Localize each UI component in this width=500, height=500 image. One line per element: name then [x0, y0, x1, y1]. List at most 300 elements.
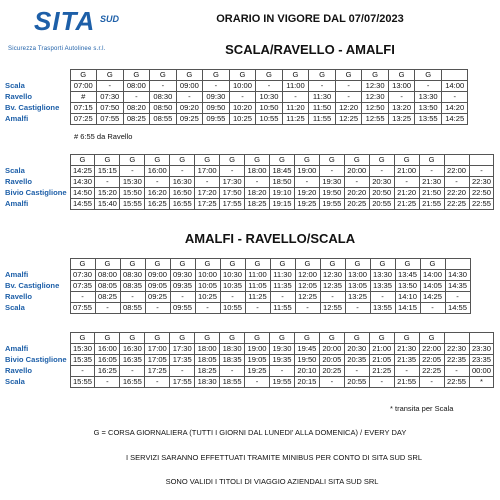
service-header-row: [4, 333, 494, 344]
departure-time: -: [335, 81, 362, 92]
departure-time: 20:20: [344, 188, 369, 199]
departure-time: 09:20: [176, 103, 203, 114]
departure-time: 20:10: [294, 366, 319, 377]
departure-time: -: [70, 366, 95, 377]
departure-time: 17:30: [170, 344, 195, 355]
departure-time: 21:55: [419, 199, 444, 210]
departure-time: 14:25: [420, 292, 445, 303]
departure-time: 18:25: [195, 366, 220, 377]
departure-time: -: [170, 166, 195, 177]
service-type-cell: G: [394, 155, 419, 166]
departure-time: 09:35: [170, 281, 195, 292]
departure-time: -: [444, 177, 469, 188]
departure-time: 08:25: [123, 114, 150, 125]
departure-time: -: [120, 366, 145, 377]
departure-time: 19:55: [270, 377, 295, 388]
departure-time: 21:55: [394, 377, 419, 388]
departure-time: 15:30: [70, 344, 95, 355]
departure-time: -: [388, 92, 415, 103]
stop-name: Amalfi: [4, 270, 70, 281]
departure-time: 19:10: [270, 188, 295, 199]
departure-time: -: [282, 92, 309, 103]
departure-time: 12:50: [362, 103, 389, 114]
service-type-cell: G: [362, 70, 389, 81]
departure-time: 11:50: [309, 103, 336, 114]
departure-time: 13:30: [370, 270, 395, 281]
departure-time: -: [319, 377, 344, 388]
service-type-cell: G: [170, 333, 195, 344]
departure-time: 13:25: [345, 292, 370, 303]
departure-time: -: [245, 303, 270, 314]
departure-time: 15:55: [120, 199, 145, 210]
departure-time: 20:55: [344, 377, 369, 388]
service-type-cell: G: [319, 333, 344, 344]
departure-time: 20:30: [369, 177, 394, 188]
service-type-cell: G: [123, 70, 150, 81]
departure-time: -: [270, 292, 295, 303]
departure-time: 12:00: [295, 270, 320, 281]
service-type-cell: G: [220, 259, 245, 270]
departure-time: 18:50: [270, 177, 295, 188]
departure-time: 10:00: [195, 270, 220, 281]
departure-time: -: [170, 292, 195, 303]
service-type-cell: G: [220, 155, 245, 166]
departure-time: *: [469, 377, 494, 388]
departure-time: -: [444, 366, 469, 377]
departure-time: 14:20: [441, 103, 468, 114]
service-type-cell: G: [395, 259, 420, 270]
departure-time: 10:05: [195, 281, 220, 292]
service-type-cell: G: [203, 70, 230, 81]
service-type-cell: [469, 155, 494, 166]
service-type-cell: G: [419, 333, 444, 344]
service-type-cell: G: [369, 333, 394, 344]
service-type-cell: G: [344, 155, 369, 166]
departure-time: 08:20: [123, 103, 150, 114]
timetable-row: [4, 344, 494, 355]
stop-name: Scala: [4, 81, 70, 92]
departure-time: 13:30: [415, 92, 442, 103]
departure-time: 08:00: [123, 81, 150, 92]
departure-time: -: [319, 166, 344, 177]
departure-time: 19:05: [245, 355, 270, 366]
departure-time: -: [256, 81, 283, 92]
departure-time: 19:35: [270, 355, 295, 366]
departure-time: 07:30: [70, 270, 95, 281]
departure-time: 12:05: [295, 281, 320, 292]
departure-time: 21:25: [369, 366, 394, 377]
departure-time: 11:00: [245, 270, 270, 281]
service-type-cell: G: [195, 155, 220, 166]
departure-time: 14:30: [445, 270, 470, 281]
departure-time: 13:35: [370, 281, 395, 292]
departure-time: 14:00: [441, 81, 468, 92]
departure-time: 20:05: [319, 355, 344, 366]
departure-time: 17:25: [195, 199, 220, 210]
departure-time: -: [320, 292, 345, 303]
departure-time: 16:00: [145, 166, 170, 177]
stop-name: Amalfi: [4, 344, 70, 355]
departure-time: 12:55: [362, 114, 389, 125]
stop-name: Bivio Castiglione: [4, 188, 70, 199]
departure-time: 17:55: [220, 199, 245, 210]
departure-time: 10:55: [256, 114, 283, 125]
service-type-cell: G: [70, 259, 95, 270]
service-type-cell: G: [245, 333, 270, 344]
timetable-row: [4, 355, 494, 366]
departure-time: -: [145, 177, 170, 188]
departure-time: -: [294, 177, 319, 188]
departure-time: 17:20: [195, 188, 220, 199]
departure-time: 09:25: [176, 114, 203, 125]
service-type-cell: [469, 333, 494, 344]
departure-time: -: [123, 92, 150, 103]
departure-time: 17:00: [195, 166, 220, 177]
service-type-cell: G: [344, 333, 369, 344]
departure-time: 07:50: [97, 103, 124, 114]
departure-time: -: [370, 292, 395, 303]
timetable-row: [4, 303, 470, 314]
departure-time: 16:25: [145, 199, 170, 210]
departure-time: 11:25: [282, 114, 309, 125]
departure-time: 19:25: [294, 199, 319, 210]
service-type-cell: G: [176, 70, 203, 81]
departure-time: 18:25: [245, 199, 270, 210]
departure-time: -: [394, 177, 419, 188]
departure-time: 18:20: [245, 188, 270, 199]
departure-time: -: [220, 366, 245, 377]
departure-time: -: [335, 92, 362, 103]
departure-time: 12:30: [320, 270, 345, 281]
departure-time: 14:00: [420, 270, 445, 281]
departure-time: 19:45: [294, 344, 319, 355]
departure-time: 17:25: [145, 366, 170, 377]
departure-time: 14:55: [70, 199, 95, 210]
departure-time: -: [145, 377, 170, 388]
departure-time: 10:30: [256, 92, 283, 103]
departure-time: 09:55: [170, 303, 195, 314]
departure-time: 20:00: [344, 166, 369, 177]
service-type-cell: G: [256, 70, 283, 81]
departure-time: 14:55: [445, 303, 470, 314]
departure-time: 08:25: [95, 292, 120, 303]
departure-time: 21:00: [369, 344, 394, 355]
departure-time: 19:00: [245, 344, 270, 355]
header-blank: [4, 155, 70, 166]
departure-time: 12:35: [320, 281, 345, 292]
departure-time: 20:50: [369, 188, 394, 199]
timetable-row: [4, 177, 494, 188]
stop-name: Scala: [4, 166, 70, 177]
departure-time: 14:30: [70, 177, 95, 188]
departure-time: 18:30: [220, 344, 245, 355]
departure-time: 10:25: [229, 114, 256, 125]
service-type-cell: G: [245, 155, 270, 166]
departure-time: 14:25: [441, 114, 468, 125]
departure-time: 13:45: [395, 270, 420, 281]
departure-time: 21:50: [419, 188, 444, 199]
departure-time: 19:55: [319, 199, 344, 210]
departure-time: 14:35: [445, 281, 470, 292]
stop-name: Ravello: [4, 292, 70, 303]
departure-time: -: [70, 292, 95, 303]
departure-time: 11:55: [309, 114, 336, 125]
service-type-cell: G: [394, 333, 419, 344]
stop-name: Bv. Castiglione: [4, 103, 70, 114]
departure-time: 23:35: [469, 355, 494, 366]
transit-note: * transita per Scala: [390, 404, 454, 413]
departure-time: #: [70, 92, 97, 103]
departure-time: 19:30: [319, 177, 344, 188]
departure-time: 09:50: [203, 103, 230, 114]
departure-time: 15:20: [95, 188, 120, 199]
departure-time: 09:05: [145, 281, 170, 292]
departure-time: 19:30: [270, 344, 295, 355]
timetable-afternoon-to-scala: [4, 332, 494, 388]
service-type-cell: G: [420, 259, 445, 270]
departure-time: 08:55: [120, 303, 145, 314]
service-type-cell: G: [270, 259, 295, 270]
service-type-cell: G: [120, 259, 145, 270]
departure-time: 20:25: [344, 199, 369, 210]
departure-time: 13:55: [415, 114, 442, 125]
service-header-row: [4, 259, 470, 270]
departure-time: 20:00: [319, 344, 344, 355]
departure-time: 19:50: [294, 355, 319, 366]
departure-time: 20:15: [294, 377, 319, 388]
service-type-cell: G: [145, 259, 170, 270]
departure-time: 13:00: [345, 270, 370, 281]
departure-time: 17:30: [220, 177, 245, 188]
departure-time: 12:55: [320, 303, 345, 314]
departure-time: 10:55: [220, 303, 245, 314]
header-blank: [4, 70, 70, 81]
departure-time: -: [419, 377, 444, 388]
service-type-cell: G: [295, 259, 320, 270]
departure-time: 10:25: [195, 292, 220, 303]
departure-time: -: [95, 377, 120, 388]
legend-line: G = CORSA GIORNALIERA (TUTTI I GIORNI DAL LUNEDI' ALLA DOMENICA) / EVERY DAY: [93, 428, 407, 437]
route-title-amalfi-scala: AMALFI - RAVELLO/SCALA: [184, 231, 356, 246]
departure-time: 12:25: [335, 114, 362, 125]
departure-time: 17:50: [220, 188, 245, 199]
departure-time: 19:15: [270, 199, 295, 210]
departure-time: 15:35: [70, 355, 95, 366]
service-type-cell: G: [388, 70, 415, 81]
departure-time: 22:20: [444, 188, 469, 199]
departure-time: 21:35: [394, 355, 419, 366]
departure-time: 11:30: [270, 270, 295, 281]
timetable-row: [4, 270, 470, 281]
departure-time: 22:30: [444, 344, 469, 355]
departure-time: 22:00: [444, 166, 469, 177]
departure-time: 17:55: [170, 377, 195, 388]
service-header-row: [4, 70, 468, 81]
service-type-cell: G: [97, 70, 124, 81]
departure-time: 13:50: [395, 281, 420, 292]
departure-time: 14:10: [395, 292, 420, 303]
service-type-cell: G: [170, 259, 195, 270]
header-blank: [4, 259, 70, 270]
departure-time: 18:45: [270, 166, 295, 177]
service-type-cell: [445, 259, 470, 270]
service-type-cell: G: [294, 333, 319, 344]
logo-suffix: SUD: [100, 14, 120, 24]
service-type-cell: G: [245, 259, 270, 270]
departure-time: 18:00: [195, 344, 220, 355]
departure-time: 11:25: [245, 292, 270, 303]
stop-name: Ravello: [4, 366, 70, 377]
departure-time: 07:25: [70, 114, 97, 125]
timetable-row: [4, 166, 494, 177]
departure-time: 18:35: [220, 355, 245, 366]
timetable-row: [4, 281, 470, 292]
service-type-cell: G: [370, 259, 395, 270]
departure-time: 08:35: [120, 281, 145, 292]
departure-time: -: [97, 81, 124, 92]
departure-time: 22:00: [419, 344, 444, 355]
departure-time: 11:30: [309, 92, 336, 103]
stop-name: Scala: [4, 303, 70, 314]
departure-time: 11:20: [282, 103, 309, 114]
departure-time: 21:05: [369, 355, 394, 366]
departure-time: -: [176, 92, 203, 103]
departure-time: 12:30: [362, 92, 389, 103]
departure-time: -: [195, 177, 220, 188]
service-type-cell: G: [220, 333, 245, 344]
departure-time: 09:55: [203, 114, 230, 125]
service-type-cell: G: [335, 70, 362, 81]
departure-time: 15:30: [120, 177, 145, 188]
departure-time: 16:05: [95, 355, 120, 366]
stop-name: Bv. Castiglione: [4, 281, 70, 292]
ravello-note: # 6:55 da Ravello: [74, 132, 133, 141]
logo-wordmark: SITA: [34, 6, 96, 36]
service-type-cell: G: [95, 155, 120, 166]
departure-time: 18:55: [220, 377, 245, 388]
departure-time: 07:15: [70, 103, 97, 114]
departure-time: 15:55: [70, 377, 95, 388]
departure-time: 14:50: [70, 188, 95, 199]
departure-time: 22:05: [419, 355, 444, 366]
timetable-morning-to-amalfi: [4, 69, 468, 125]
departure-time: 07:35: [70, 281, 95, 292]
service-type-cell: G: [170, 155, 195, 166]
departure-time: 22:30: [469, 177, 494, 188]
departure-time: -: [445, 292, 470, 303]
departure-time: 22:25: [419, 366, 444, 377]
timetable-afternoon-to-amalfi: [4, 154, 494, 210]
departure-time: 20:25: [319, 366, 344, 377]
service-type-cell: G: [320, 259, 345, 270]
departure-time: 00:00: [469, 366, 494, 377]
departure-time: 07:55: [97, 114, 124, 125]
logo-tagline: Sicurezza Trasporti Autolinee s.r.l.: [8, 46, 106, 52]
departure-time: 22:35: [444, 355, 469, 366]
departure-time: 15:50: [120, 188, 145, 199]
departure-time: 21:25: [394, 199, 419, 210]
departure-time: -: [150, 81, 177, 92]
timetable-morning-to-scala: [4, 258, 471, 314]
service-type-cell: [441, 70, 468, 81]
service-type-cell: G: [345, 259, 370, 270]
departure-time: 08:50: [150, 103, 177, 114]
service-type-cell: G: [70, 333, 95, 344]
departure-time: 10:35: [220, 281, 245, 292]
departure-time: 16:25: [95, 366, 120, 377]
departure-time: -: [469, 166, 494, 177]
departure-time: 11:05: [245, 281, 270, 292]
departure-time: -: [419, 166, 444, 177]
service-type-cell: G: [195, 259, 220, 270]
departure-time: 12:20: [335, 103, 362, 114]
departure-time: 09:00: [176, 81, 203, 92]
service-type-cell: G: [70, 155, 95, 166]
departure-time: 08:05: [95, 281, 120, 292]
minibus-line: I SERVIZI SARANNO EFFETTUATI TRAMITE MINIBUS PER CONTO DI SITA SUD SRL: [125, 453, 422, 462]
departure-time: 17:00: [145, 344, 170, 355]
service-type-cell: G: [229, 70, 256, 81]
departure-time: 22:50: [469, 188, 494, 199]
departure-time: 16:30: [120, 344, 145, 355]
departure-time: -: [145, 303, 170, 314]
departure-time: -: [344, 177, 369, 188]
departure-time: -: [394, 366, 419, 377]
departure-time: 23:30: [469, 344, 494, 355]
service-type-cell: G: [95, 259, 120, 270]
service-type-cell: G: [270, 333, 295, 344]
departure-time: 12:25: [295, 292, 320, 303]
service-type-cell: G: [145, 333, 170, 344]
departure-time: 08:55: [150, 114, 177, 125]
service-header-row: [4, 155, 494, 166]
departure-time: 20:55: [369, 199, 394, 210]
departure-time: 19:20: [294, 188, 319, 199]
departure-time: 08:30: [150, 92, 177, 103]
departure-time: 09:30: [203, 92, 230, 103]
departure-time: 21:30: [394, 344, 419, 355]
service-type-cell: [444, 155, 469, 166]
departure-time: 16:00: [95, 344, 120, 355]
departure-time: 16:30: [170, 177, 195, 188]
departure-time: 14:25: [70, 166, 95, 177]
departure-time: 19:00: [294, 166, 319, 177]
departure-time: 11:35: [270, 281, 295, 292]
stop-name: Bivio Castiglione: [4, 355, 70, 366]
service-type-cell: G: [309, 70, 336, 81]
departure-time: -: [229, 92, 256, 103]
departure-time: 10:50: [256, 103, 283, 114]
departure-time: -: [220, 166, 245, 177]
timetable-row: [4, 188, 494, 199]
departure-time: -: [120, 292, 145, 303]
timetable-row: [4, 81, 468, 92]
departure-time: -: [369, 166, 394, 177]
departure-time: -: [420, 303, 445, 314]
departure-time: 11:00: [282, 81, 309, 92]
departure-time: 18:30: [195, 377, 220, 388]
tickets-line: SONO VALIDI I TITOLI DI VIAGGIO AZIENDALI SITA SUD SRL: [165, 477, 379, 486]
service-type-cell: G: [270, 155, 295, 166]
service-type-cell: G: [150, 70, 177, 81]
departure-time: 08:00: [95, 270, 120, 281]
timetable-row: [4, 377, 494, 388]
service-type-cell: G: [145, 155, 170, 166]
departure-time: 20:30: [344, 344, 369, 355]
service-type-cell: G: [120, 333, 145, 344]
departure-time: 07:30: [97, 92, 124, 103]
departure-time: 22:55: [469, 199, 494, 210]
